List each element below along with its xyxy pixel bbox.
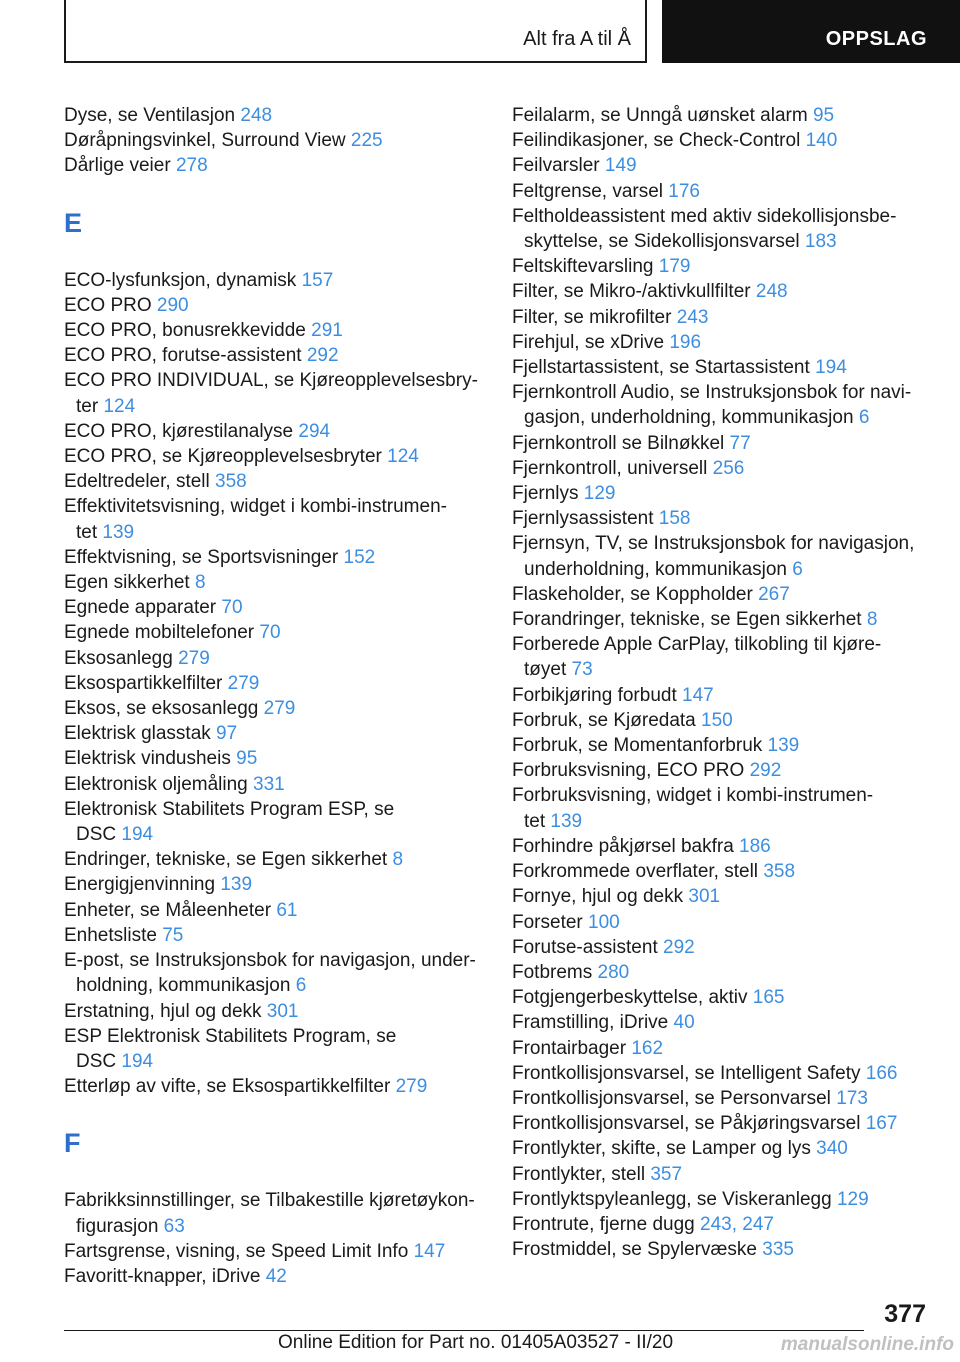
entry-text: Energigjenvinning [64, 874, 221, 896]
letter-heading: E [64, 207, 83, 238]
index-entry [64, 343, 480, 368]
entry-text: Feilalarm, se Unngå uønsket alarm [512, 105, 813, 126]
letter-spacer [64, 1170, 480, 1188]
entry-text: ECO PRO, kjørestilanalyse [64, 420, 299, 442]
entry-text: Feltholdeassistent med aktiv sidekollisjonsbe- [512, 205, 897, 227]
page-link[interactable]: 183 [804, 231, 837, 253]
page-link[interactable]: 292 [306, 345, 339, 367]
index-entry [64, 419, 480, 444]
page-link[interactable]: 61 [276, 899, 298, 921]
entry-text: Fornye, hjul og dekk [512, 886, 689, 908]
index-entry [512, 758, 922, 783]
page-link[interactable]: 290 [156, 294, 189, 316]
page-link[interactable]: 6 [295, 975, 307, 997]
index-entry [64, 268, 480, 293]
entry-text: Forbruksvisning, widget i kombi-instrumen- [512, 785, 874, 807]
index-entry [512, 456, 922, 481]
entry-text: Fjernkontroll Audio, se Instruksjonsbok for navi- [512, 382, 912, 404]
index-entry [64, 570, 480, 595]
entry-text: Endringer, tekniske, se Egen sikkerhet [64, 849, 393, 871]
index-entry [512, 582, 922, 607]
index-entry [64, 444, 480, 469]
entry-text: Fjernkontroll se Bilnøkkel [512, 432, 730, 454]
index-entry [64, 671, 480, 696]
page-link[interactable]: 194 [121, 824, 154, 846]
entry-text: Edeltredeler, stell [64, 471, 216, 493]
page-link[interactable]: 140 [805, 130, 838, 152]
entry-text: Frontlykter, stell [512, 1163, 651, 1185]
page-link[interactable]: 340 [816, 1138, 848, 1160]
entry-text: underholdning, kommunikasjon [524, 558, 793, 580]
index-entry [512, 859, 922, 884]
index-entry [512, 960, 922, 985]
watermark-logo: manualsonline.info [780, 1334, 954, 1355]
page-link[interactable]: 279 [263, 698, 296, 720]
entry-text: Eksos, se eksosanlegg [64, 698, 264, 720]
entry-text: DSC [76, 1050, 122, 1072]
page-link[interactable]: 139 [550, 810, 583, 832]
entry-text: gasjon, underholdning, kommunikasjon [524, 407, 859, 429]
entry-text: Elektronisk Stabilitets Program ESP, se [64, 798, 395, 820]
page-link[interactable]: 186 [739, 835, 771, 857]
page-link[interactable]: 279 [178, 647, 210, 669]
index-entry [512, 1162, 922, 1187]
page-link[interactable]: 129 [836, 1188, 869, 1210]
index-entry [512, 279, 922, 304]
page-link[interactable]: 147 [413, 1240, 446, 1262]
page-link[interactable]: 124 [103, 395, 136, 417]
entry-text: Frontlyktspyleanlegg, se Viskeranlegg [512, 1188, 837, 1210]
entry-text: Frontkollisjonsvarsel, se Personvarsel [512, 1087, 837, 1109]
page-link[interactable]: 42 [265, 1265, 287, 1287]
letter-spacer [64, 1099, 480, 1117]
index-entry [512, 506, 922, 531]
page-link[interactable]: 70 [259, 622, 281, 644]
entry-text: Favoritt-knapper, iDrive [64, 1265, 266, 1287]
entry-text: Forseter [512, 911, 589, 933]
index-entry [512, 632, 922, 682]
entry-text: Fotgjengerbeskyttelse, aktiv [512, 987, 753, 1009]
entry-text: Etterløp av vifte, se Eksospartikkelfilter [64, 1076, 396, 1098]
index-entry [512, 204, 922, 254]
index-entry [64, 746, 480, 771]
entry-text: Feilvarsler [512, 155, 605, 177]
page-header [64, 0, 960, 65]
page-link[interactable]: 196 [669, 331, 702, 353]
index-entry [64, 1239, 480, 1264]
page-link[interactable]: 150 [701, 709, 733, 731]
page-link[interactable]: 6 [858, 407, 870, 429]
entry-text: Enheter, se Måleenheter [64, 899, 277, 921]
entry-text: Filter, se Mikro-/aktivkullfilter [512, 281, 756, 303]
page-link[interactable]: 194 [121, 1050, 154, 1072]
page-link[interactable]: 158 [658, 508, 691, 530]
page-link[interactable]: 95 [812, 105, 835, 126]
page-link[interactable]: 139 [767, 735, 800, 757]
index-column-right [512, 103, 922, 1262]
entry-text: Forandringer, tekniske, se Egen sikkerhet [512, 609, 867, 631]
entry-text: Elektrisk glasstak [64, 723, 217, 745]
page-link[interactable]: 358 [763, 861, 796, 883]
entry-text: Frostmiddel, se Spylervæske [512, 1239, 763, 1261]
entry-text: Forbruksvisning, ECO PRO [512, 760, 750, 782]
entry-text: Effektvisning, se Sportsvisninger [64, 546, 344, 568]
page-link[interactable]: 292 [663, 936, 695, 958]
index-entry [512, 884, 922, 909]
page-link[interactable]: 6 [792, 558, 803, 580]
page-link[interactable]: 149 [604, 155, 637, 177]
index-entry [64, 898, 480, 923]
entry-text: Forbruk, se Momentanforbruk [512, 735, 768, 757]
page-link[interactable]: 294 [298, 420, 331, 442]
index-entry [512, 330, 922, 355]
entry-text: ESP Elektronisk Stabilitets Program, se [64, 1025, 397, 1047]
entry-text: Feltgrense, varsel [512, 180, 669, 202]
entry-text: Fjernlysassistent [512, 508, 659, 530]
entry-text: ECO PRO, forutse-assistent [64, 345, 307, 367]
entry-text: Egnede apparater [64, 597, 222, 619]
entry-text: holdning, kommunikasjon [76, 975, 296, 997]
index-entry [512, 305, 922, 330]
entry-text: Fjellstartassistent, se Startassistent [512, 357, 816, 379]
index-entry [512, 1237, 922, 1262]
page-link[interactable]: 8 [866, 609, 878, 631]
page-link[interactable]: 279 [227, 672, 260, 694]
entry-text: Flaskeholder, se Koppholder [512, 583, 759, 605]
index-entry [64, 153, 480, 178]
entry-text: Fabrikksinnstillinger, se Tilbakestille kjøretøykon- [64, 1190, 475, 1212]
footer-divider [64, 1330, 864, 1331]
index-entry [64, 595, 480, 620]
entry-text: tet [524, 810, 551, 832]
index-entry [64, 696, 480, 721]
entry-text: Firehjul, se xDrive [512, 331, 670, 353]
entry-text: Frontkollisjonsvarsel, se Intelligent Safety [512, 1062, 866, 1084]
page-link[interactable]: 147 [682, 684, 714, 706]
index-entry [64, 103, 480, 128]
entry-text: Forbikjøring forbudt [512, 684, 683, 706]
page-link[interactable]: 152 [343, 546, 376, 568]
entry-text: figurasjon [76, 1215, 164, 1237]
page-link[interactable]: 162 [631, 1037, 664, 1059]
edition-note: Online Edition for Part no. 01405A03527 - II/20 [278, 1332, 674, 1353]
page-link[interactable]: 70 [221, 597, 243, 619]
entry-text: tøyet [524, 659, 572, 681]
page-link[interactable]: 357 [650, 1163, 683, 1185]
page-link[interactable]: 129 [583, 483, 616, 505]
index-entry [64, 1188, 480, 1238]
index-entry [512, 431, 922, 456]
index-entry [512, 1061, 922, 1086]
page-link[interactable]: 279 [395, 1076, 428, 1098]
index-entry [512, 733, 922, 758]
entry-text: Frontairbager [512, 1037, 632, 1059]
page-link[interactable]: 243, 247 [700, 1213, 774, 1235]
index-entry [512, 935, 922, 960]
entry-text: Enhetsliste [64, 924, 163, 946]
page-link[interactable]: 139 [102, 521, 135, 543]
page-link[interactable]: 243 [676, 306, 709, 328]
entry-text: E-post, se Instruksjonsbok for navigasjon, under- [64, 950, 476, 972]
page-link[interactable]: 331 [253, 773, 285, 795]
entry-text: ECO PRO [64, 294, 157, 316]
entry-text: Framstilling, iDrive [512, 1012, 674, 1034]
index-entry [512, 481, 922, 506]
index-entry [64, 469, 480, 494]
page-link[interactable]: 97 [216, 723, 238, 745]
page-link[interactable]: 8 [392, 849, 404, 871]
page-link[interactable]: 95 [236, 748, 258, 770]
entry-text: tet [76, 521, 103, 543]
index-entry [512, 910, 922, 935]
page-link[interactable]: 301 [688, 886, 721, 908]
section-title-box [64, 0, 647, 63]
index-entry [512, 355, 922, 380]
index-entry [512, 1086, 922, 1111]
index-entry [64, 646, 480, 671]
entry-text: Effektivitetsvisning, widget i kombi-instrumen- [64, 496, 447, 518]
index-entry [512, 179, 922, 204]
entry-text: Fjernsyn, TV, se Instruksjonsbok for navigasjon, [512, 533, 915, 555]
entry-text: Frontkollisjonsvarsel, se Påkjøringsvarsel [512, 1113, 866, 1135]
index-entry [64, 128, 480, 153]
page-link[interactable]: 179 [658, 256, 691, 278]
page-link[interactable]: 63 [163, 1215, 185, 1237]
index-entry [512, 834, 922, 859]
entry-text: Eksospartikkelfilter [64, 672, 228, 694]
index-entry [64, 772, 480, 797]
index-entry [512, 607, 922, 632]
entry-text: Fjernlys [512, 483, 584, 505]
page-link[interactable]: 139 [220, 874, 253, 896]
page-link[interactable]: 100 [588, 911, 620, 933]
index-entry [512, 254, 922, 279]
page-link[interactable]: 165 [752, 987, 785, 1009]
page-link[interactable]: 225 [350, 130, 383, 152]
entry-text: Dårlige veier [64, 155, 176, 177]
index-entry [512, 153, 922, 178]
page-link[interactable]: 194 [815, 357, 847, 379]
page-link[interactable]: 75 [162, 924, 184, 946]
entry-text: Filter, se mikrofilter [512, 306, 677, 328]
section-title: Alt fra A til Å [523, 28, 631, 50]
entry-text: Eksosanlegg [64, 647, 179, 669]
index-column-left [64, 103, 480, 1289]
index-entry [512, 783, 922, 833]
index-entry [64, 872, 480, 897]
entry-text: ECO-lysfunksjon, dynamisk [64, 269, 302, 291]
index-entry [64, 1074, 480, 1099]
index-entry [64, 999, 480, 1024]
index-entry [512, 380, 922, 430]
chapter-tab[interactable] [662, 0, 960, 63]
entry-text: ECO PRO, se Kjøreopplevelsesbryter [64, 446, 388, 468]
index-entry [64, 721, 480, 746]
index-entry [512, 1187, 922, 1212]
index-entry [512, 531, 922, 581]
index-entry [512, 985, 922, 1010]
page-link[interactable]: 267 [758, 583, 790, 605]
entry-text: ECO PRO INDIVIDUAL, se Kjøreopplevelsesbry- [64, 370, 478, 392]
page-link[interactable]: 176 [668, 180, 700, 202]
index-entry [512, 708, 922, 733]
index-entry [512, 103, 922, 128]
index-entry [512, 683, 922, 708]
index-entry [64, 948, 480, 998]
letter-spacer [64, 250, 480, 268]
entry-text: Forkrommede overflater, stell [512, 861, 764, 883]
index-entry [64, 620, 480, 645]
entry-text: Frontlykter, skifte, se Lamper og lys [512, 1138, 817, 1160]
page-link[interactable]: 8 [194, 572, 206, 594]
entry-text: DSC [76, 824, 122, 846]
entry-text: Forhindre påkjørsel bakfra [512, 835, 740, 857]
entry-text: Egnede mobiltelefoner [64, 622, 260, 644]
index-entry [64, 847, 480, 872]
page-link[interactable]: 124 [387, 446, 419, 468]
page-link[interactable]: 291 [311, 320, 343, 342]
entry-text: Feilindikasjoner, se Check-Control [512, 130, 806, 152]
page-link[interactable]: 278 [175, 155, 208, 177]
entry-text: Frontrute, fjerne dugg [512, 1213, 700, 1235]
page-link[interactable]: 167 [865, 1113, 898, 1135]
entry-text: Døråpningsvinkel, Surround View [64, 130, 351, 152]
index-entry [64, 1264, 480, 1289]
page-link[interactable]: 40 [673, 1012, 695, 1034]
entry-text: Forutse-assistent [512, 936, 663, 958]
entry-text: Fotbrems [512, 961, 598, 983]
page-link[interactable]: 358 [215, 471, 247, 493]
page-link[interactable]: 292 [749, 760, 782, 782]
page-link[interactable]: 173 [836, 1087, 868, 1109]
page-link[interactable]: 166 [865, 1062, 898, 1084]
page-link[interactable]: 301 [266, 1000, 299, 1022]
page-number: 377 [884, 1300, 926, 1328]
page-link[interactable]: 157 [301, 269, 334, 291]
index-entry [512, 1212, 922, 1237]
index-entry [64, 293, 480, 318]
entry-text: Erstatning, hjul og dekk [64, 1000, 267, 1022]
index-entry [64, 318, 480, 343]
entry-text: Forbruk, se Kjøredata [512, 709, 702, 731]
index-entry [512, 128, 922, 153]
index-entry [64, 923, 480, 948]
entry-text: Feltskiftevarsling [512, 256, 659, 278]
page-link[interactable]: 73 [571, 659, 593, 681]
page-link[interactable]: 248 [755, 281, 788, 303]
index-entry [64, 797, 480, 847]
entry-text: ter [76, 395, 104, 417]
entry-text: skyttelse, se Sidekollisjonsvarsel [524, 231, 805, 253]
entry-text: Elektronisk oljemåling [64, 773, 254, 795]
index-entry [64, 545, 480, 570]
entry-text: Fjernkontroll, universell [512, 457, 713, 479]
index-entry [64, 494, 480, 544]
page-link[interactable]: 77 [729, 432, 751, 454]
page-link[interactable]: 248 [240, 105, 273, 126]
entry-text: Egen sikkerhet [64, 572, 195, 594]
letter-spacer [64, 179, 480, 197]
index-entry [512, 1010, 922, 1035]
index-entry [512, 1111, 922, 1136]
entry-text: Forberede Apple CarPlay, tilkobling til kjøre- [512, 634, 882, 656]
index-entry [64, 1024, 480, 1074]
index-entry [512, 1036, 922, 1061]
page-link[interactable]: 280 [597, 961, 630, 983]
index-entry [64, 368, 480, 418]
index-entry [512, 1136, 922, 1161]
chapter-tab-label: OPPSLAG [825, 28, 927, 50]
letter-heading: F [64, 1128, 81, 1159]
entry-text: Dyse, se Ventilasjon [64, 105, 241, 126]
entry-text: Fartsgrense, visning, se Speed Limit Info [64, 1240, 414, 1262]
page-link[interactable]: 256 [712, 457, 745, 479]
entry-text: Elektrisk vindusheis [64, 748, 237, 770]
entry-text: ECO PRO, bonusrekkevidde [64, 320, 312, 342]
page-link[interactable]: 335 [762, 1239, 794, 1261]
